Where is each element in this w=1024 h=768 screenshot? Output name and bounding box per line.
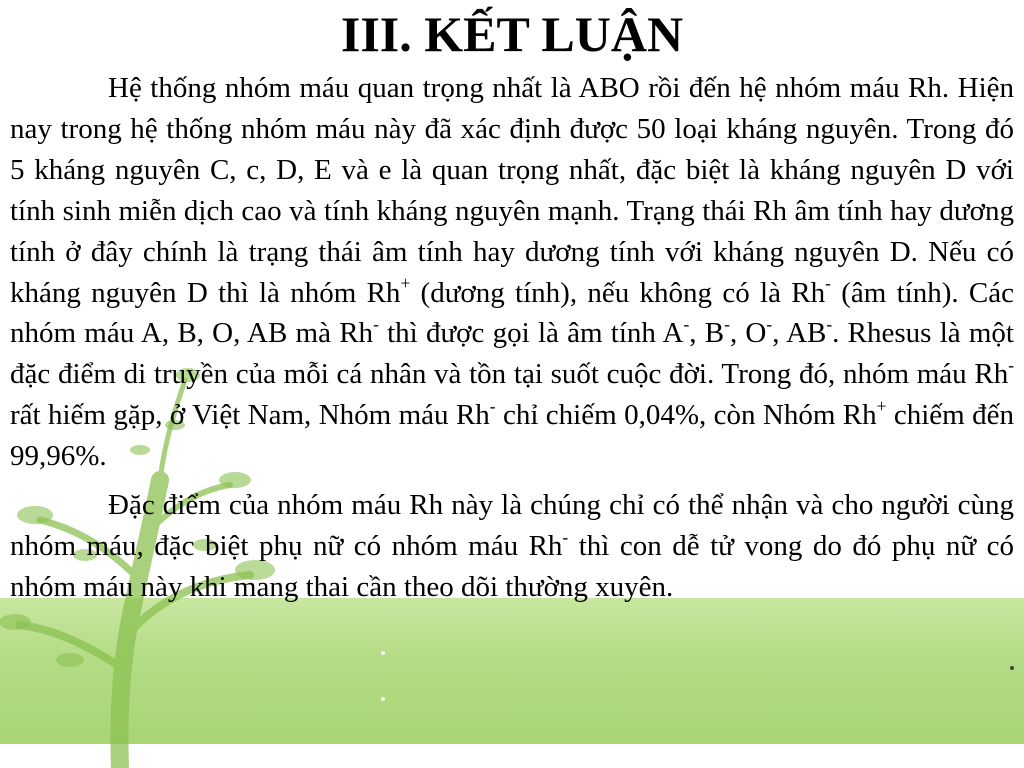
paragraph-rh-system: Hệ thống nhóm máu quan trọng nhất là ABO rồi đến hệ nhóm máu Rh. Hiện nay trong hệ thống nhóm máu này đã xác định được 50 loại kháng nguyên. Trong đó 5 kháng nguyên C, c, D, E và e là quan trọng nhất, đặc biệt là kháng nguyên D với tính sinh miễn dịch cao và tính kháng nguyên mạnh. Trạng thái Rh âm tính hay dương tính ở đây chính là trạng thái âm tính hay dương tính với kháng nguyên D. Nếu có kháng nguyên D thì là nhóm Rh+ (dương tính), nếu không có là Rh- (âm tính). Các nhóm máu A, B, O, AB mà Rh- thì được gọi là âm tính A-, B-, O-, AB-. Rhesus là một đặc điểm di truyền của mỗi cá nhân và tồn tại suốt cuộc đời. Trong đó, nhóm máu Rh- rất hiếm gặp, ở Việt Nam, Nhóm máu Rh- chỉ chiếm 0,04%, còn Nhóm Rh+ chiếm đến 99,96%. — [10, 72, 1014, 473]
paragraph-rh-characteristics: Đặc điểm của nhóm máu Rh này là chúng chỉ có thể nhận và cho người cùng nhóm máu, đặc biệt phụ nữ có nhóm máu Rh- thì con dễ tử vong do đó phụ nữ có nhóm máu này khi mang thai cần theo dõi thường xuyên. — [10, 489, 1014, 603]
body-text — [10, 68, 1014, 608]
sparkle-dot — [381, 651, 385, 655]
sparkle-dot — [381, 697, 385, 701]
sparkle-dot — [1010, 666, 1014, 670]
slide-title: III. KẾT LUẬN — [340, 6, 684, 62]
